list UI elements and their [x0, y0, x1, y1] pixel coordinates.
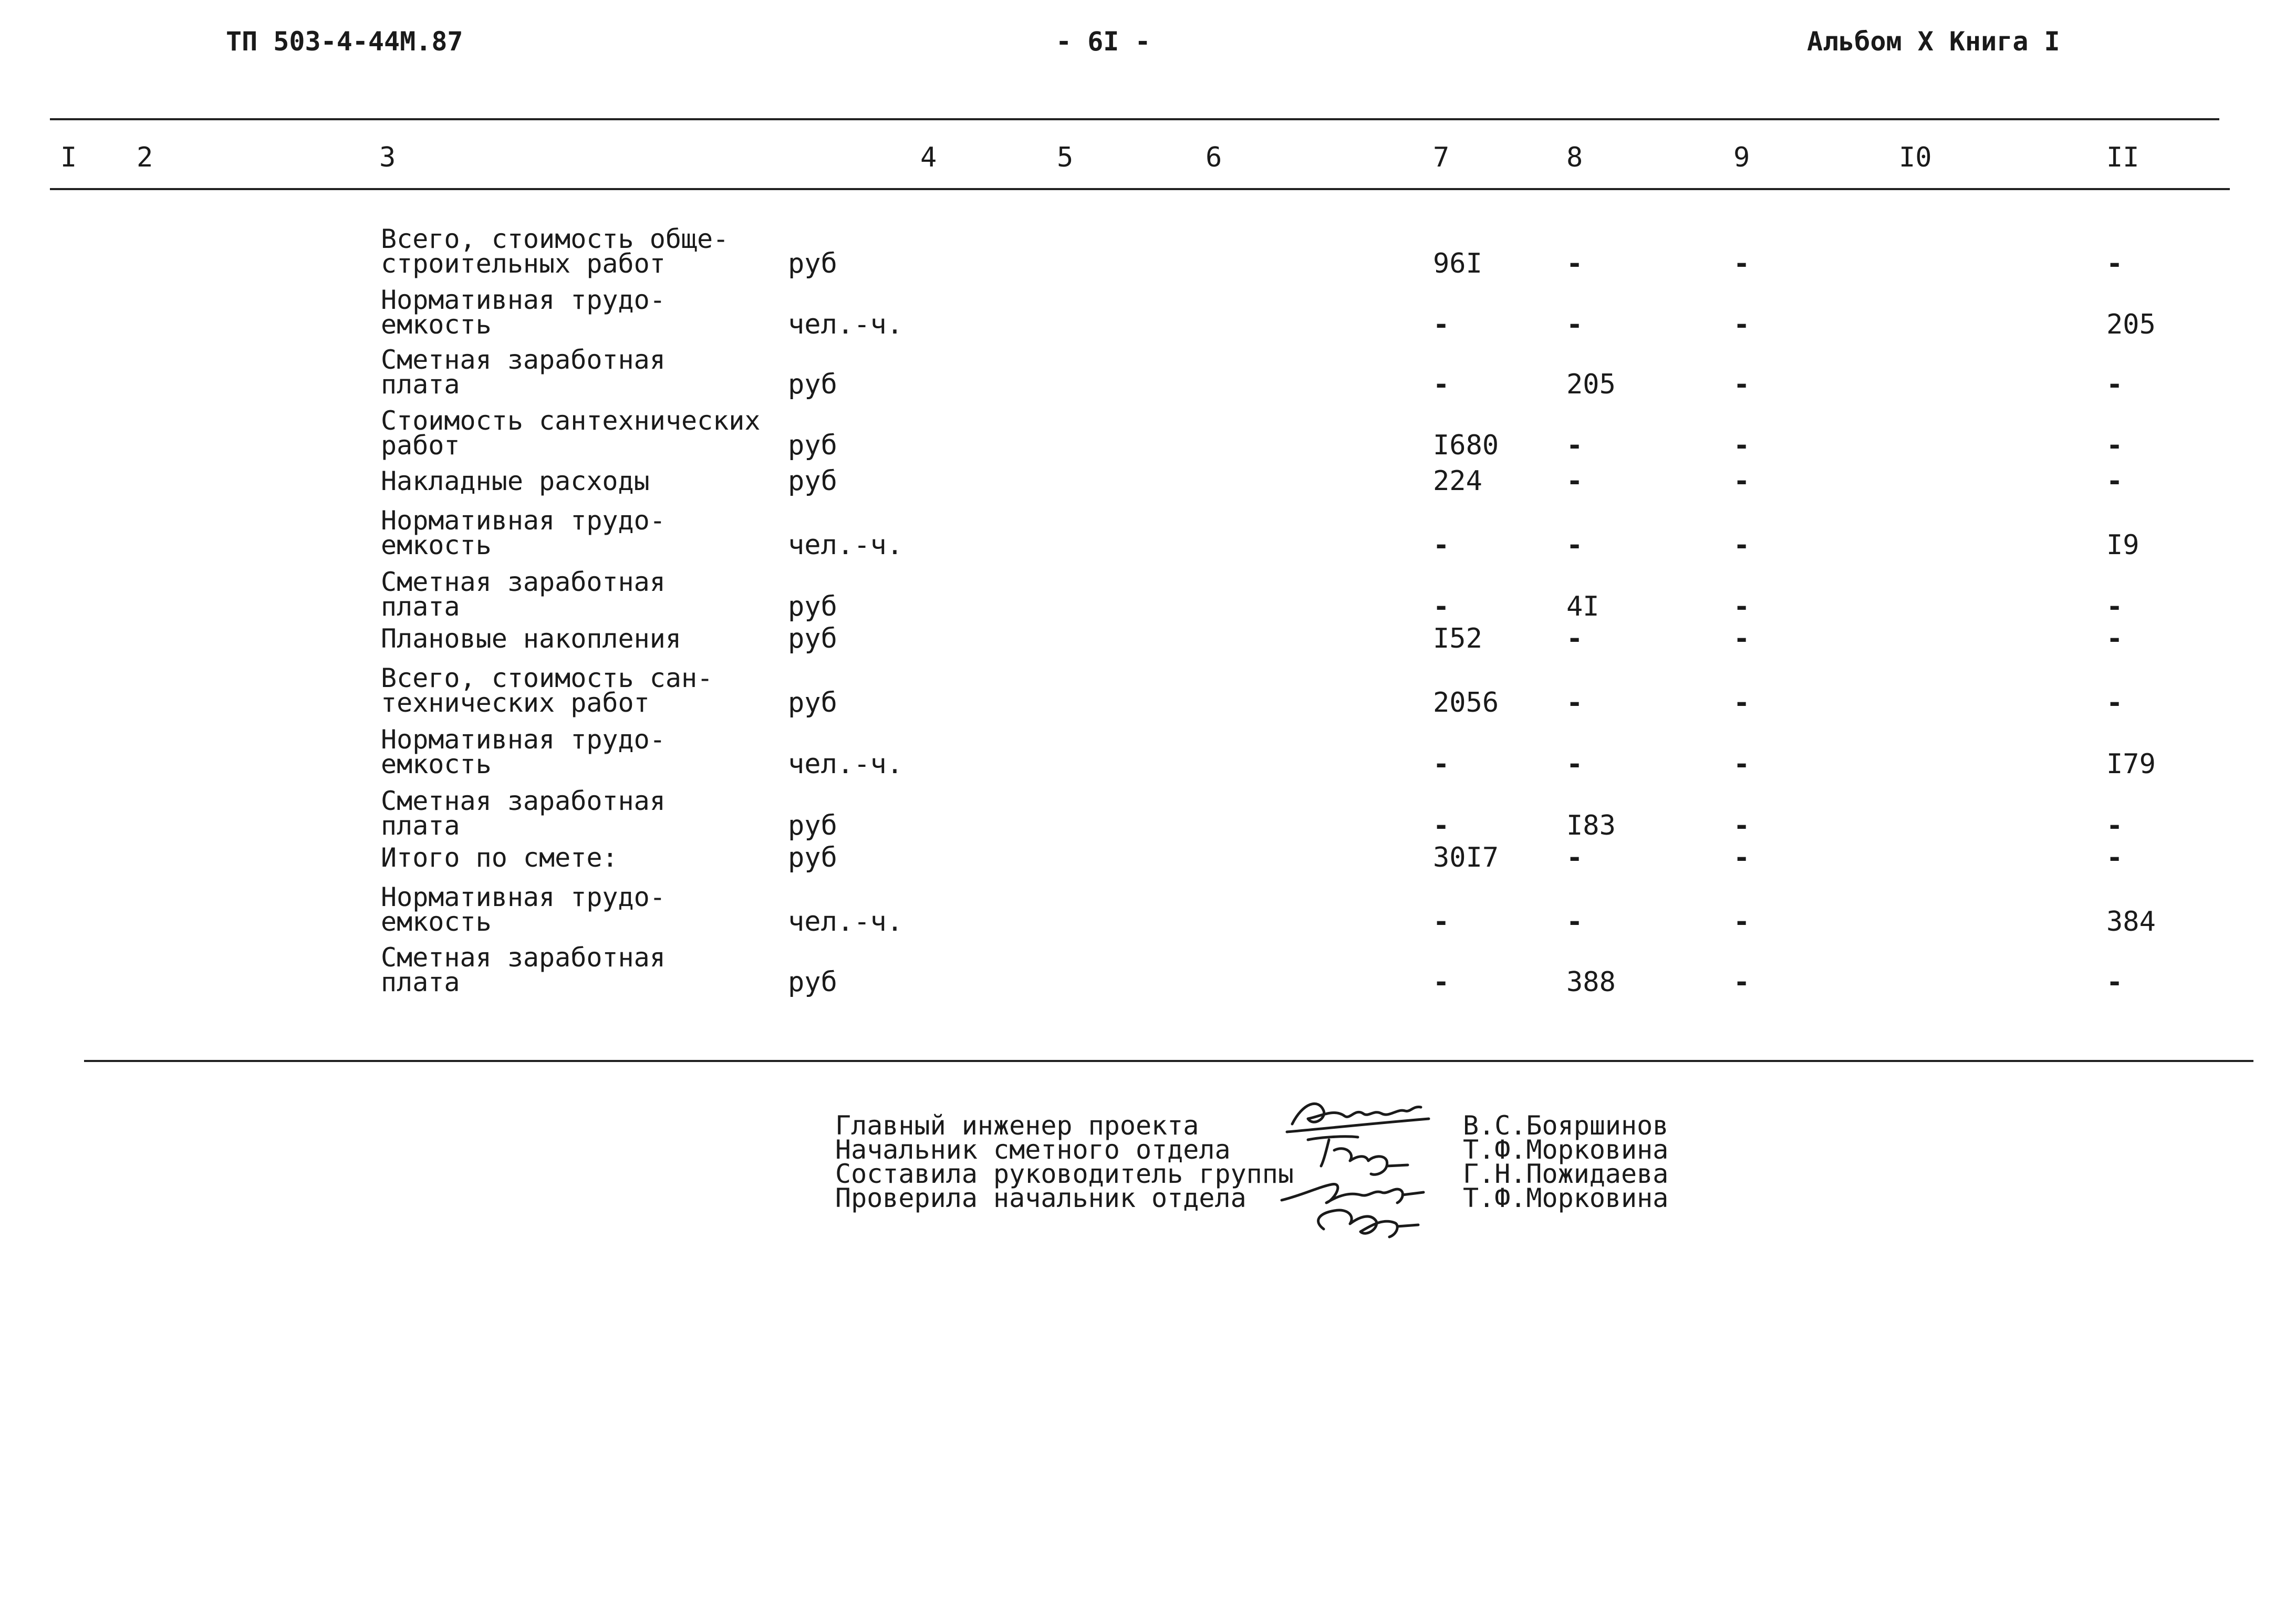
value-cell-col-11: I79: [2106, 748, 2156, 780]
value-cell-col-9: -: [1733, 687, 1750, 719]
column-number-6: 6: [1206, 142, 1222, 173]
value-cell-col-11: 384: [2106, 906, 2156, 938]
value-cell-col-8: -: [1566, 748, 1583, 780]
value-cell-col-7: -: [1433, 591, 1450, 622]
signature-role: Главный инженер проекта: [835, 1110, 1199, 1141]
row-label-line: Нормативная трудо-: [381, 505, 666, 536]
value-cell-col-8: -: [1566, 465, 1583, 497]
column-number-2: 2: [137, 142, 153, 173]
signature-names: [1463, 1110, 1669, 1213]
unit-cell: руб: [788, 430, 837, 461]
row-label: [381, 623, 681, 654]
value-cell-col-8: -: [1566, 906, 1583, 938]
value-cell-col-8: -: [1566, 842, 1583, 873]
value-cell-col-7: I680: [1433, 430, 1499, 461]
unit-cell: руб: [788, 966, 837, 998]
value-cell-col-11: -: [2106, 369, 2123, 400]
value-cell-col-11: -: [2106, 248, 2123, 279]
row-label-line: Сметная заработная: [381, 345, 666, 375]
signature-name: Г.Н.Пожидаева: [1463, 1159, 1669, 1189]
value-cell-col-8: -: [1566, 309, 1583, 340]
table-header-rule: [50, 188, 2230, 190]
row-label-line: Плановые накопления: [381, 623, 681, 654]
row-label-line: Нормативная трудо-: [381, 724, 666, 755]
signature-role: Составила руководитель группы: [835, 1159, 1294, 1189]
column-number-7: 7: [1433, 142, 1450, 173]
row-label-line: Накладные расходы: [381, 466, 650, 496]
row-label-line: плата: [381, 810, 460, 841]
value-cell-col-7: -: [1433, 748, 1450, 780]
value-cell-col-7: 96I: [1433, 248, 1482, 279]
row-label-line: строительных работ: [381, 248, 666, 279]
row-label-line: технических работ: [381, 688, 650, 718]
value-cell-col-7: 224: [1433, 465, 1482, 497]
value-cell-col-8: -: [1566, 430, 1583, 461]
value-cell-col-9: -: [1733, 623, 1750, 654]
unit-cell: руб: [788, 248, 837, 279]
signature-roles: [835, 1110, 1294, 1213]
row-label-line: Сметная заработная: [381, 786, 666, 816]
value-cell-col-11: -: [2106, 591, 2123, 622]
value-cell-col-11: -: [2106, 465, 2123, 497]
signature-role: Начальник сметного отдела: [835, 1135, 1231, 1165]
row-label: [381, 724, 666, 779]
page-number: - 6I -: [1056, 26, 1151, 57]
value-cell-col-9: -: [1733, 966, 1750, 998]
row-label-line: Нормативная трудо-: [381, 882, 666, 912]
row-label-line: Итого по смете:: [381, 842, 618, 873]
value-cell-col-8: -: [1566, 529, 1583, 561]
value-cell-col-7: -: [1433, 906, 1450, 938]
value-cell-col-11: -: [2106, 810, 2123, 841]
value-cell-col-9: -: [1733, 369, 1750, 400]
document-code: ТП 503-4-44М.87: [226, 26, 463, 57]
row-label-line: Сметная заработная: [381, 942, 666, 973]
unit-cell: руб: [788, 623, 837, 654]
column-number-11: II: [2106, 142, 2139, 173]
row-label-line: работ: [381, 430, 460, 461]
row-label-line: плата: [381, 591, 460, 622]
value-cell-col-8: -: [1566, 687, 1583, 719]
value-cell-col-9: -: [1733, 529, 1750, 561]
row-label: [381, 224, 729, 279]
value-cell-col-7: -: [1433, 529, 1450, 561]
value-cell-col-9: -: [1733, 248, 1750, 279]
value-cell-col-8: -: [1566, 248, 1583, 279]
value-cell-col-7: I52: [1433, 623, 1482, 654]
value-cell-col-7: -: [1433, 309, 1450, 340]
unit-cell: руб: [788, 465, 837, 497]
row-label-line: емкость: [381, 530, 492, 560]
value-cell-col-11: I9: [2106, 529, 2139, 561]
column-number-3: 3: [379, 142, 396, 173]
value-cell-col-9: -: [1733, 906, 1750, 938]
value-cell-col-8: -: [1566, 623, 1583, 654]
unit-cell: руб: [788, 369, 837, 400]
row-label: [381, 405, 761, 461]
signature-name: Т.Ф.Морковина: [1463, 1183, 1669, 1213]
row-label: [381, 466, 650, 496]
value-cell-col-11: -: [2106, 966, 2123, 998]
signature-name: Т.Ф.Морковина: [1463, 1135, 1669, 1165]
unit-cell: руб: [788, 687, 837, 719]
row-label-line: емкость: [381, 309, 492, 340]
unit-cell: руб: [788, 842, 837, 873]
value-cell-col-9: -: [1733, 842, 1750, 873]
unit-cell: чел.-ч.: [788, 309, 903, 340]
row-label-line: плата: [381, 369, 460, 400]
row-label: [381, 842, 618, 873]
column-number-10: I0: [1899, 142, 1932, 173]
value-cell-col-11: -: [2106, 842, 2123, 873]
value-cell-col-7: -: [1433, 810, 1450, 841]
column-number-9: 9: [1733, 142, 1750, 173]
row-label: [381, 345, 666, 400]
row-label-line: Сметная заработная: [381, 567, 666, 597]
column-number-4: 4: [920, 142, 937, 173]
unit-cell: чел.-ч.: [788, 529, 903, 561]
row-label: [381, 786, 666, 841]
unit-cell: руб: [788, 591, 837, 622]
value-cell-col-11: -: [2106, 623, 2123, 654]
unit-cell: чел.-ч.: [788, 906, 903, 938]
value-cell-col-9: -: [1733, 591, 1750, 622]
row-label-line: Нормативная трудо-: [381, 285, 666, 315]
value-cell-col-8: 388: [1566, 966, 1616, 998]
row-label: [381, 567, 666, 622]
value-cell-col-8: I83: [1566, 810, 1616, 841]
row-label: [381, 285, 666, 340]
table-bottom-rule: [84, 1060, 2253, 1062]
value-cell-col-9: -: [1733, 810, 1750, 841]
row-label-line: Всего, стоимость сан-: [381, 663, 713, 693]
table-top-rule: [50, 118, 2219, 120]
value-cell-col-8: 205: [1566, 369, 1616, 400]
row-label: [381, 663, 713, 718]
value-cell-col-8: 4I: [1566, 591, 1599, 622]
column-number-8: 8: [1566, 142, 1583, 173]
album-book-label: Альбом Х Книга I: [1807, 26, 2060, 57]
value-cell-col-9: -: [1733, 748, 1750, 780]
value-cell-col-9: -: [1733, 309, 1750, 340]
row-label-line: емкость: [381, 907, 492, 937]
row-label: [381, 882, 666, 937]
value-cell-col-11: 205: [2106, 309, 2156, 340]
row-label-line: емкость: [381, 749, 492, 779]
row-label-line: Стоимость сантехнических: [381, 405, 761, 436]
row-label: [381, 505, 666, 560]
row-label: [381, 942, 666, 997]
value-cell-col-11: -: [2106, 430, 2123, 461]
column-number-1: I: [60, 142, 77, 173]
value-cell-col-7: 2056: [1433, 687, 1499, 719]
value-cell-col-7: 30I7: [1433, 842, 1499, 873]
row-label-line: плата: [381, 967, 460, 997]
handwritten-signatures: [1271, 1087, 1460, 1240]
signature-name: В.С.Бояршинов: [1463, 1110, 1669, 1141]
value-cell-col-11: -: [2106, 687, 2123, 719]
signature-role: Проверила начальник отдела: [835, 1183, 1246, 1213]
column-number-5: 5: [1057, 142, 1074, 173]
value-cell-col-7: -: [1433, 966, 1450, 998]
unit-cell: чел.-ч.: [788, 748, 903, 780]
value-cell-col-9: -: [1733, 430, 1750, 461]
unit-cell: руб: [788, 810, 837, 841]
value-cell-col-7: -: [1433, 369, 1450, 400]
row-label-line: Всего, стоимость обще-: [381, 224, 729, 254]
value-cell-col-9: -: [1733, 465, 1750, 497]
